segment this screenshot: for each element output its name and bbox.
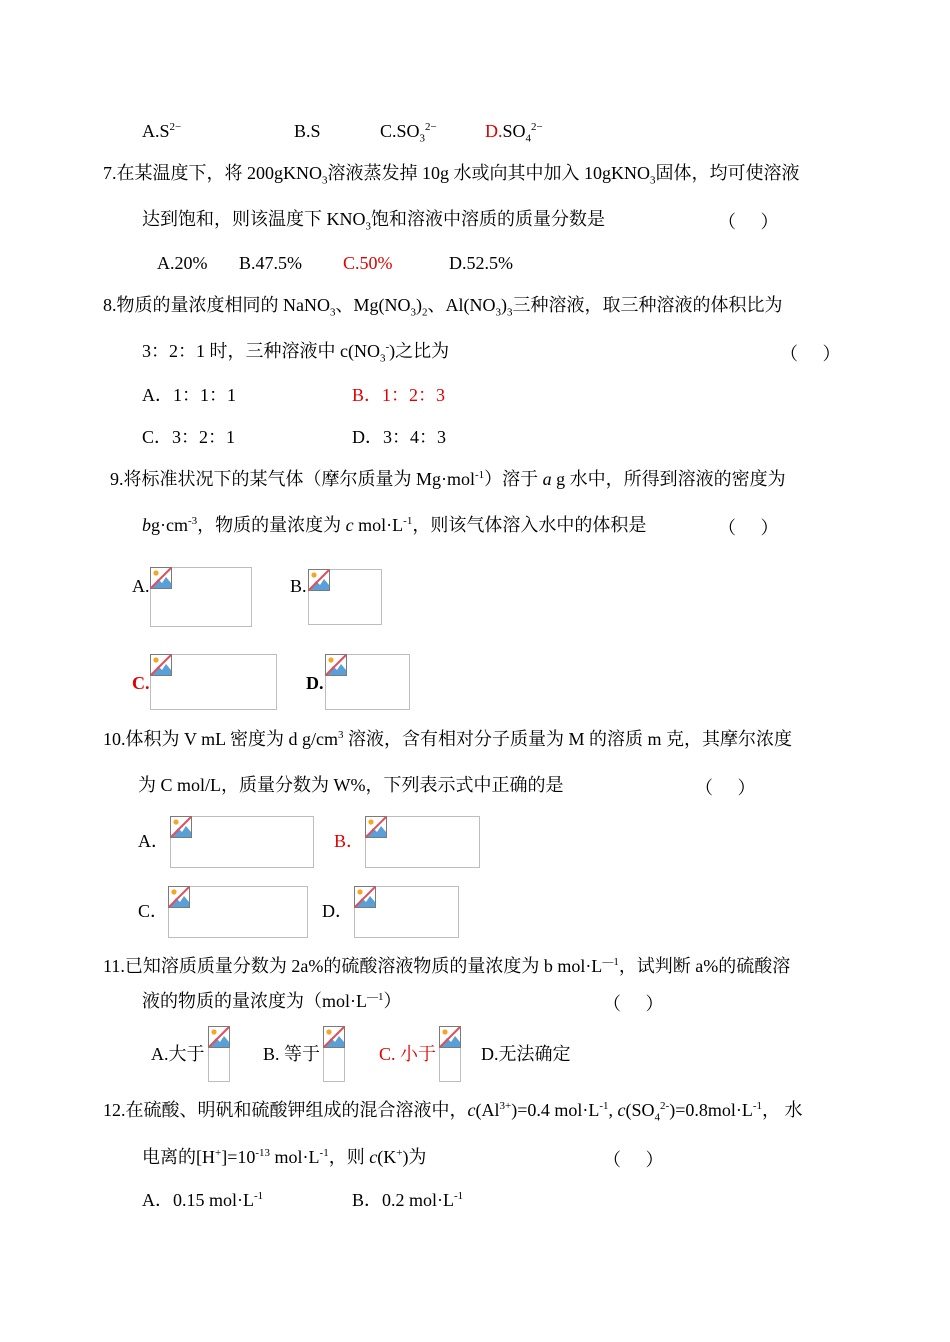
q11-answer-paren: （ ） xyxy=(603,994,674,1014)
q9-option-a: A. xyxy=(132,576,150,596)
q11-option-d: D.无法确定 xyxy=(481,1044,571,1064)
q12-stem-line1: 12.在硫酸、明矾和硫酸钾组成的混合溶液中，$c(Al^{3+})=0.4$ $mol\cdot L^{-1}$, $c(SO_4^{2-})=0.8mol\cdot L^{-1}$， 水 xyxy=(103,1100,803,1124)
image-placeholder-icon xyxy=(168,886,190,908)
q7-option-b: B.47.5% xyxy=(239,253,302,273)
q12-option-a: A．0.15 $mol\cdot L^{-1}$ xyxy=(142,1190,264,1210)
image-placeholder-icon xyxy=(208,1026,230,1048)
image-placeholder-icon xyxy=(150,567,172,589)
image-placeholder-icon xyxy=(439,1026,461,1048)
q7-stem-line1: 7.在某温度下，将 200gKNO$_3$溶液蒸发掉 10g 水或向其中加入 10gKNO$_3$固体，均可使溶液 xyxy=(103,163,800,187)
q11-option-a: A.大于 xyxy=(151,1044,205,1064)
q8-stem-line2: 3：2：1 时，三种溶液中 $c(NO_3^-)$之比为 xyxy=(142,341,450,365)
q10-stem-line2: 为 C mol/L，质量分数为 W%，下列表示式中正确的是 xyxy=(138,775,564,795)
q8-option-b: B．1：2：3 xyxy=(352,385,446,405)
q10-option-b: B． xyxy=(334,831,365,851)
q6-option-a: $A.S^{2-}$ xyxy=(142,121,182,141)
q12-answer-paren: （ ） xyxy=(603,1150,674,1170)
q9-formula-image-b xyxy=(308,569,382,625)
q9-formula-image-a xyxy=(150,567,252,627)
q9-formula-image-d xyxy=(325,654,410,710)
q10-formula-image-b xyxy=(365,816,480,868)
q11-option-b: B. 等于 xyxy=(263,1044,321,1064)
q10-option-c: C． xyxy=(138,901,169,921)
image-placeholder-icon xyxy=(325,654,347,676)
q10-answer-paren: （ ） xyxy=(695,778,766,798)
q10-option-d: D． xyxy=(322,901,353,921)
image-placeholder-icon xyxy=(323,1026,345,1048)
q6-option-c: $C.SO_3^{2-}$ xyxy=(380,121,437,145)
q9-stem-line1: 9.将标准状况下的某气体（摩尔质量为 Mg·mol$^{-1}$）溶于 a g 水中，所得到溶液的密度为 xyxy=(110,469,786,489)
image-placeholder-icon xyxy=(150,654,172,676)
q12-option-b: B．0.2 $mol\cdot L^{-1}$ xyxy=(352,1190,464,1210)
q8-option-d: D．3：4：3 xyxy=(352,427,446,447)
q8-option-a: A．1：1：1 xyxy=(142,385,236,405)
q11-stem-line1: 11.已知溶质质量分数为 2a%的硫酸溶液物质的量浓度为 b $mol\cdot L^{—1}$，试判断 a%的硫酸溶 xyxy=(103,956,791,976)
q7-stem-line2: 达到饱和，则该温度下 $KNO_3$饱和溶液中溶质的质量分数是 xyxy=(142,209,605,233)
q9-formula-image-c xyxy=(150,654,277,710)
q9-option-d: D. xyxy=(306,673,324,693)
q11-stem-line2: 液的物质的量浓度为$(mol\cdot L^{—1})$ xyxy=(142,991,402,1011)
q8-stem-line1: 8.物质的量浓度相同的 NaNO$_3$、$Mg(NO_3)_2$、$Al(NO_3)_3$三种溶液，取三种溶液的体积比为 xyxy=(103,295,783,319)
image-placeholder-icon xyxy=(170,816,192,838)
q9-answer-paren: （ ） xyxy=(718,518,789,538)
q11-formula-image-c xyxy=(439,1026,461,1082)
q9-stem-line2: $bg\cdot cm^{-3}$，物质的量浓度为 c $mol\cdot L^{-1}$，则该气体溶入水中的体积是 xyxy=(142,515,647,535)
q9-option-b: B. xyxy=(290,576,307,596)
image-placeholder-icon xyxy=(365,816,387,838)
q7-option-a: A.20% xyxy=(157,253,208,273)
q11-option-c: C. 小于 xyxy=(379,1044,437,1064)
q11-formula-image-b xyxy=(323,1026,345,1082)
q6-option-d: $D.SO_4^{2-}$ xyxy=(485,121,543,145)
q7-answer-paren: （ ） xyxy=(718,212,789,232)
q11-formula-image-a xyxy=(208,1026,230,1082)
q7-option-d: D.52.5% xyxy=(449,253,513,273)
q8-option-c: C．3：2：1 xyxy=(142,427,236,447)
q10-formula-image-a xyxy=(170,816,314,868)
q12-stem-line2: 电离的$[H^+]=10^{-13}$ $mol\cdot L^{-1}$，则 c(K+)为 xyxy=(142,1147,427,1167)
q10-formula-image-c xyxy=(168,886,308,938)
q6-option-b: B.S xyxy=(294,121,321,141)
q10-option-a: A． xyxy=(138,831,169,851)
image-placeholder-icon xyxy=(308,569,330,591)
q10-formula-image-d xyxy=(354,886,459,938)
q8-answer-paren: （ ） xyxy=(780,344,851,364)
q7-option-c: C.50% xyxy=(343,253,393,273)
q10-stem-line1: 10.体积为 V mL 密度为 d $g/cm^3$ 溶液，含有相对分子质量为 M 的溶质 m 克，其摩尔浓度 xyxy=(103,729,793,749)
q9-option-c: C. xyxy=(132,673,150,693)
image-placeholder-icon xyxy=(354,886,376,908)
